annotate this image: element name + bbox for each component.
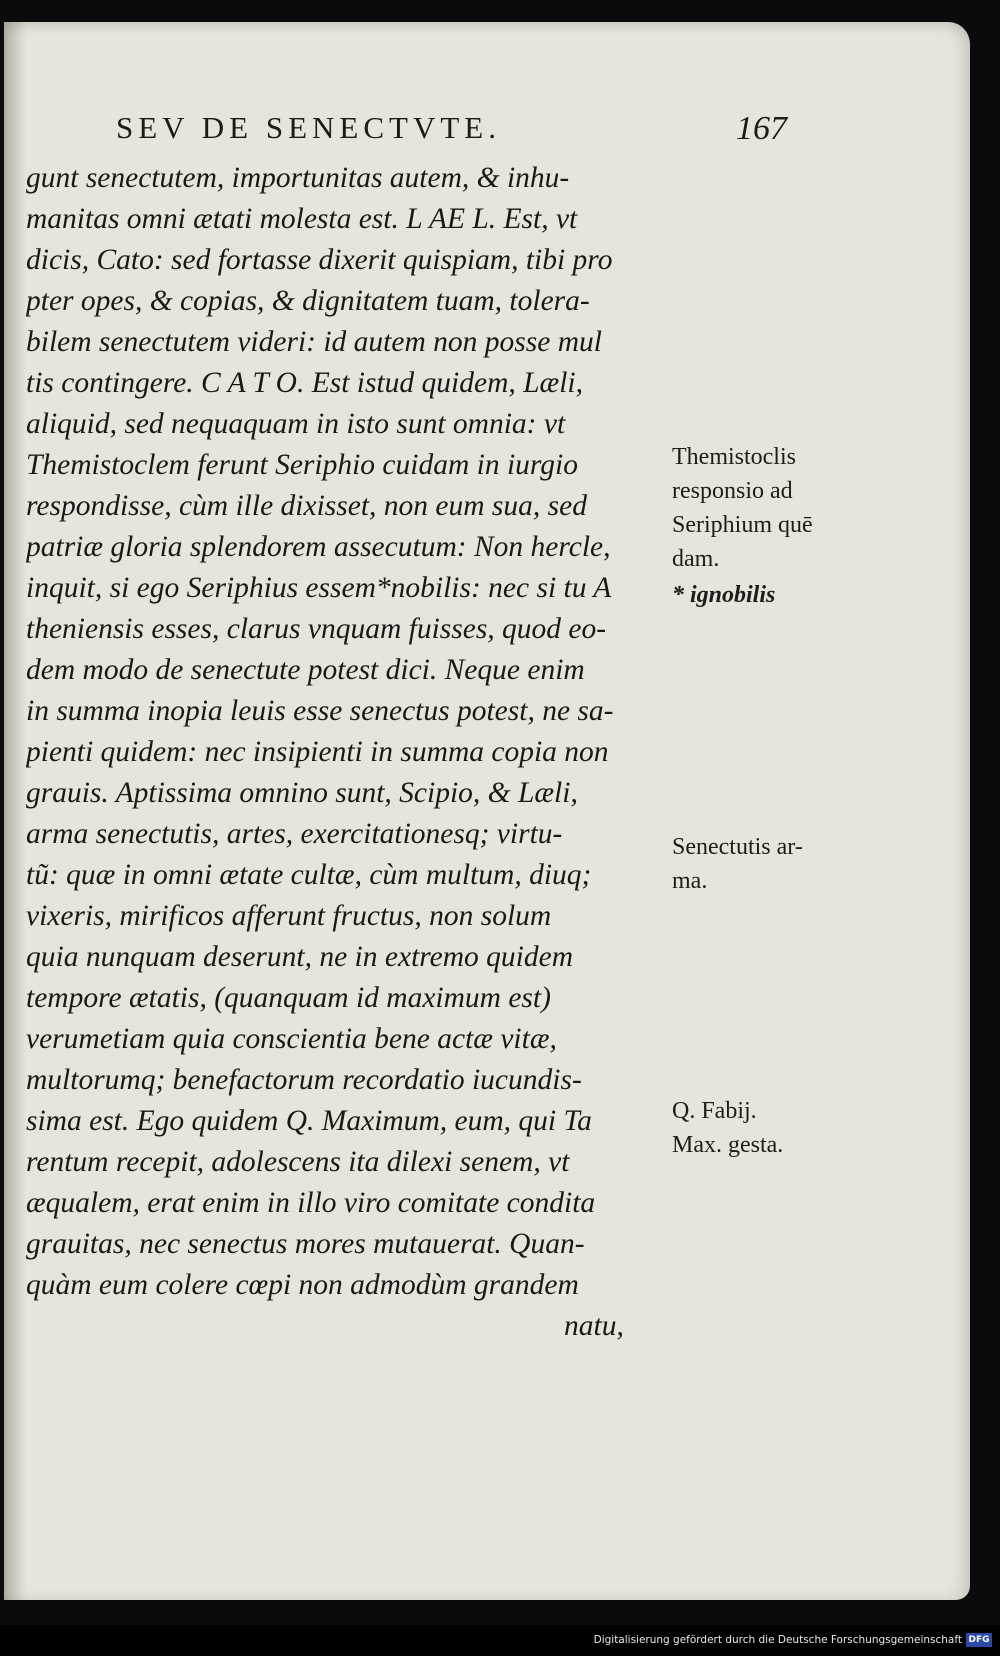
text-line: verumetiam quia conscientia bene actæ vitæ, <box>26 1023 557 1055</box>
margin-note: * ignobilis <box>672 582 776 608</box>
text-line: tis contingere. C A T O. Est istud quidem, Læli, <box>26 367 583 399</box>
text-line: multorumq; benefactorum recordatio iucundis- <box>26 1064 582 1096</box>
book-page <box>4 22 970 1600</box>
text-line: aliquid, sed nequaquam in isto sunt omnia: vt <box>26 408 566 440</box>
funding-credit: Digitalisierung gefördert durch die Deutsche Forschungsgemeinschaft <box>593 1634 962 1646</box>
text-line: dicis, Cato: sed fortasse dixerit quispiam, tibi pro <box>26 244 613 276</box>
text-line: vixeris, mirificos afferunt fructus, non solum <box>26 900 552 932</box>
text-line: manitas omni ætati molesta est. L AE L. Est, vt <box>26 203 578 235</box>
dfg-logo: DFG <box>966 1633 992 1647</box>
text-line: sima est. Ego quidem Q. Maximum, eum, qui Ta <box>26 1105 592 1137</box>
text-line: gunt senectutem, importunitas autem, & inhu- <box>26 162 570 194</box>
text-line: inquit, si ego Seriphius essem*nobilis: nec si tu A <box>26 572 612 604</box>
text-line: patriæ gloria splendorem assecutum: Non hercle, <box>26 531 611 563</box>
text-line: theniensis esses, clarus vnquam fuisses, quod eo- <box>26 613 607 645</box>
margin-note: dam. <box>672 546 720 572</box>
text-line: rentum recepit, adolescens ita dilexi senem, vt <box>26 1146 570 1178</box>
text-line: grauitas, nec senectus mores mutauerat. Quan- <box>26 1228 585 1260</box>
catchword: natu, <box>564 1310 624 1342</box>
margin-note: Senectutis ar- <box>672 834 803 860</box>
page-number: 167 <box>736 110 787 147</box>
text-line: tempore ætatis, (quanquam id maximum est) <box>26 982 551 1014</box>
footer-bar <box>0 1625 1000 1656</box>
text-line: pienti quidem: nec insipienti in summa copia non <box>26 736 609 768</box>
text-line: æqualem, erat enim in illo viro comitate condita <box>26 1187 596 1219</box>
text-line: arma senectutis, artes, exercitationesq; virtu- <box>26 818 563 850</box>
text-line: quàm eum colere cœpi non admodùm grandem <box>26 1269 579 1301</box>
margin-note: Max. gesta. <box>672 1132 784 1158</box>
text-line: tũ: quæ in omni ætate cultæ, cùm multum, diuq; <box>26 859 592 891</box>
text-line: pter opes, & copias, & dignitatem tuam, tolera- <box>26 285 590 317</box>
text-line: Themistoclem ferunt Seriphio cuidam in iurgio <box>26 449 578 481</box>
text-line: quia nunquam deserunt, ne in extremo quidem <box>26 941 574 973</box>
text-line: bilem senectutem videri: id autem non posse mul <box>26 326 602 358</box>
text-line: in summa inopia leuis esse senectus potest, ne sa- <box>26 695 614 727</box>
margin-note: ma. <box>672 868 708 894</box>
margin-note: Themistoclis <box>672 444 796 470</box>
text-line: dem modo de senectute potest dici. Neque enim <box>26 654 585 686</box>
running-title: SEV DE SENECTVTE. <box>116 110 501 145</box>
text-line: grauis. Aptissima omnino sunt, Scipio, & Læli, <box>26 777 578 809</box>
margin-note: Seriphium quē <box>672 512 813 538</box>
text-line: respondisse, cùm ille dixisset, non eum sua, sed <box>26 490 587 522</box>
margin-note: responsio ad <box>672 478 793 504</box>
margin-note: Q. Fabij. <box>672 1098 757 1124</box>
